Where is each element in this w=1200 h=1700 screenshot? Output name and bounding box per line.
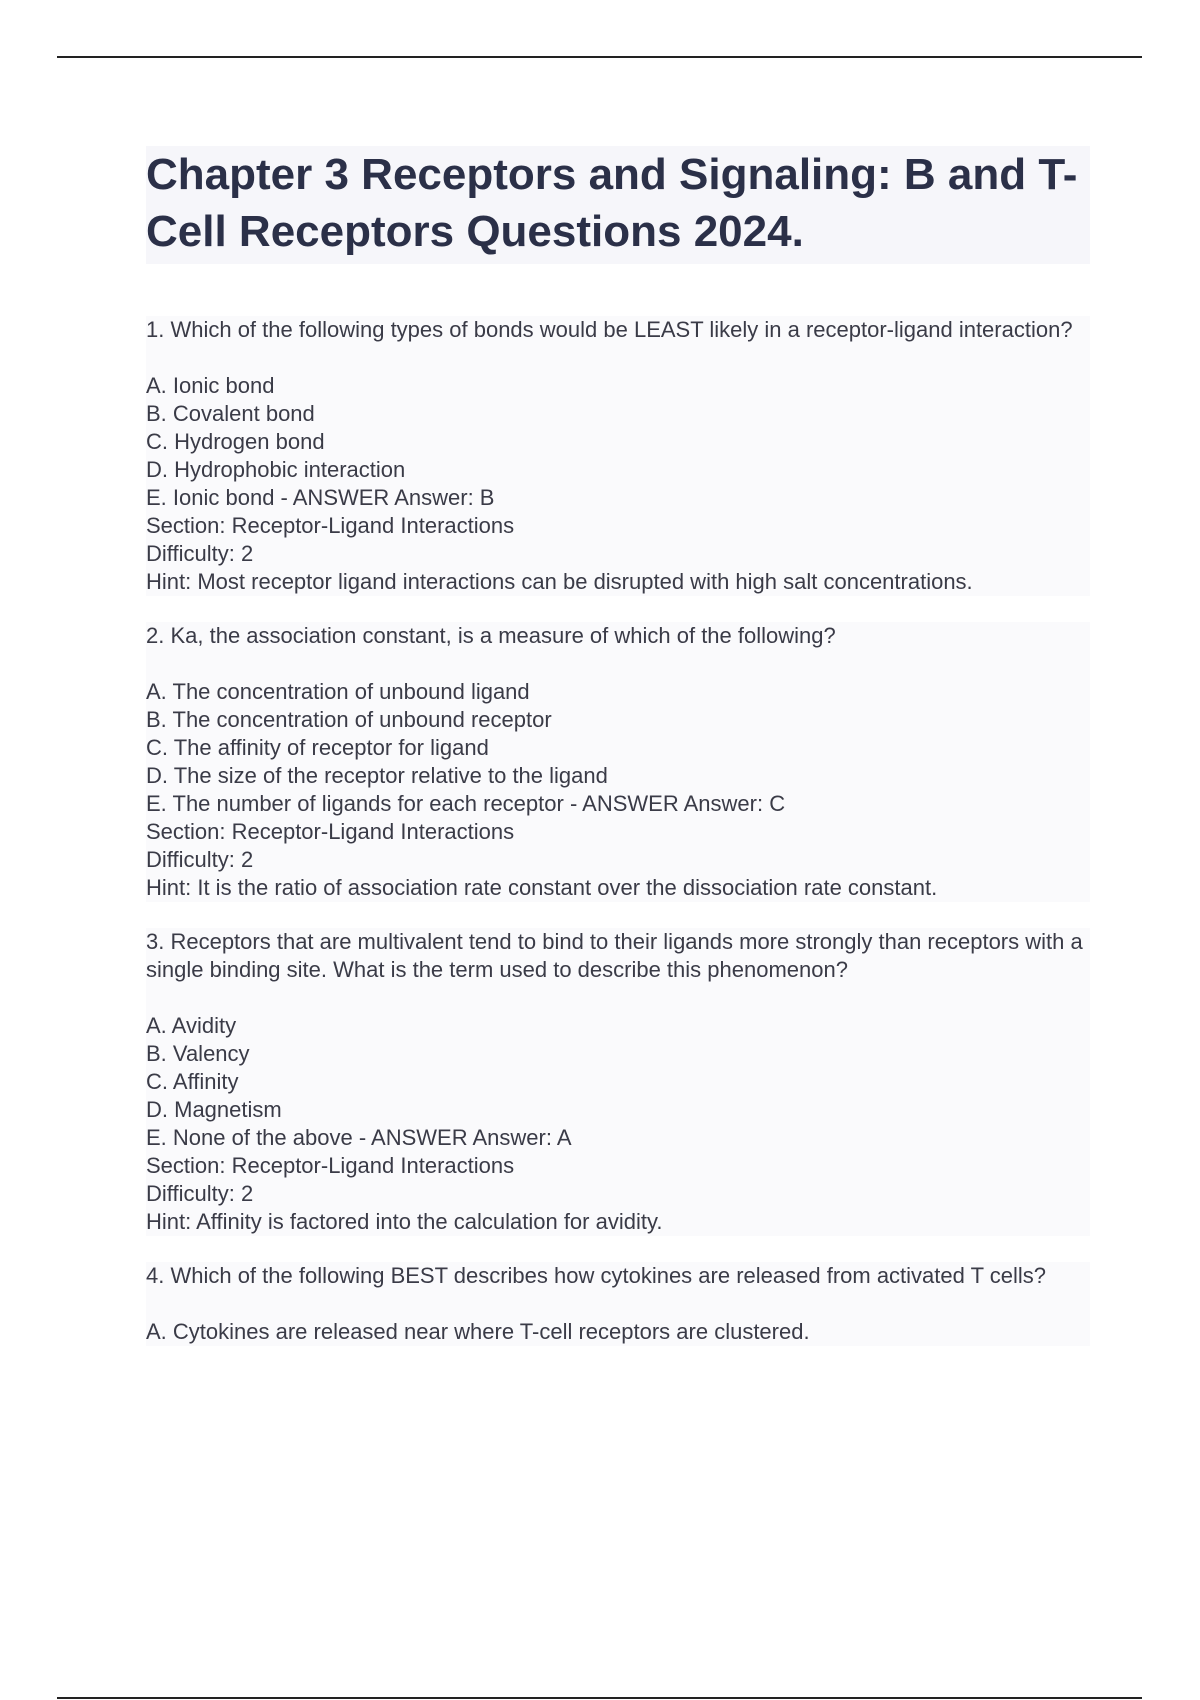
question-2 <box>146 622 1090 902</box>
option-b: B. Covalent bond <box>146 401 315 426</box>
question-stem: 4. Which of the following BEST describes how cytokines are released from activated T cells? <box>146 1263 1046 1288</box>
option-a: A. Avidity <box>146 1013 237 1038</box>
difficulty-label: Difficulty: 2 <box>146 541 254 566</box>
option-a: A. Cytokines are released near where T-cell receptors are clustered. <box>146 1319 810 1344</box>
option-d: D. The size of the receptor relative to the ligand <box>146 763 608 788</box>
option-c: C. Hydrogen bond <box>146 429 325 454</box>
question-3 <box>146 928 1090 1236</box>
option-e-answer: E. None of the above - ANSWER Answer: A <box>146 1125 572 1150</box>
difficulty-label: Difficulty: 2 <box>146 1181 254 1206</box>
question-stem: 1. Which of the following types of bonds would be LEAST likely in a receptor-ligand interaction? <box>146 317 1073 342</box>
section-label: Section: Receptor-Ligand Interactions <box>146 513 515 538</box>
question-stem: 3. Receptors that are multivalent tend to bind to their ligands more strongly than receptors with a single binding site. What is the term used to describe this phenomenon? <box>146 929 1083 982</box>
option-d: D. Magnetism <box>146 1097 282 1122</box>
option-b: B. Valency <box>146 1041 250 1066</box>
document-body <box>146 146 1090 1372</box>
hint-text: Hint: It is the ratio of association rate constant over the dissociation rate constant. <box>146 875 938 900</box>
section-label: Section: Receptor-Ligand Interactions <box>146 819 515 844</box>
bottom-rule <box>57 1697 1142 1699</box>
difficulty-label: Difficulty: 2 <box>146 847 254 872</box>
option-c: C. The affinity of receptor for ligand <box>146 735 489 760</box>
option-a: A. The concentration of unbound ligand <box>146 679 530 704</box>
top-rule <box>57 56 1142 58</box>
document-title: Chapter 3 Receptors and Signaling: B and T-Cell Receptors Questions 2024. <box>146 150 1078 256</box>
option-c: C. Affinity <box>146 1069 239 1094</box>
section-label: Section: Receptor-Ligand Interactions <box>146 1153 515 1178</box>
option-d: D. Hydrophobic interaction <box>146 457 406 482</box>
option-e-answer: E. Ionic bond - ANSWER Answer: B <box>146 485 495 510</box>
hint-text: Hint: Most receptor ligand interactions can be disrupted with high salt concentrations. <box>146 569 973 594</box>
question-1 <box>146 316 1090 596</box>
option-e-answer: E. The number of ligands for each receptor - ANSWER Answer: C <box>146 791 786 816</box>
option-a: A. Ionic bond <box>146 373 275 398</box>
question-4 <box>146 1262 1090 1346</box>
title-box <box>146 146 1090 264</box>
option-b: B. The concentration of unbound receptor <box>146 707 552 732</box>
hint-text: Hint: Affinity is factored into the calculation for avidity. <box>146 1209 663 1234</box>
question-list <box>146 316 1090 1346</box>
question-stem: 2. Ka, the association constant, is a measure of which of the following? <box>146 623 836 648</box>
